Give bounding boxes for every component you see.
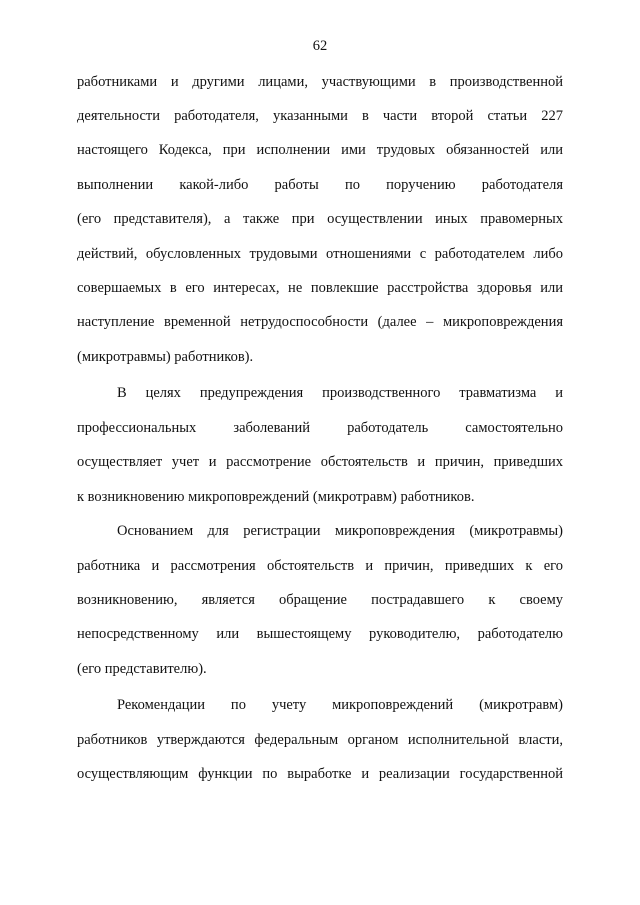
text-line: (микротравмы) работников). [77,349,254,365]
text-line: настоящего Кодекса, при исполнении ими трудовых обязанностей или [77,142,563,158]
text-line: непосредственному или вышестоящему руководителю, работодателю [77,626,563,642]
text-line: наступление временной нетрудоспособности (далее – микроповреждения [77,314,563,330]
text-line: совершаемых в его интересах, не повлекшие расстройства здоровья или [77,280,563,296]
text-line: (его представителя), а также при осуществлении иных правомерных [77,211,563,227]
text-line: действий, обусловленных трудовыми отношениями с работодателем либо [77,246,563,262]
paragraph-first-line: Рекомендации по учету микроповреждений (микротравм) [117,697,563,713]
paragraph-first-line: Основанием для регистрации микроповреждения (микротравмы) [117,523,563,539]
page-number: 62 [312,38,328,54]
text-line: работника и рассмотрения обстоятельств и причин, приведших к его [77,558,563,574]
text-line: работниками и другими лицами, участвующими в производственной [77,74,563,90]
text-line: деятельности работодателя, указанными в части второй статьи 227 [77,108,563,124]
text-line: выполнении какой-либо работы по поручению работодателя [77,177,563,193]
text-line: возникновению, является обращение пострадавшего к своему [77,592,563,608]
text-line: к возникновению микроповреждений (микротравм) работников. [77,489,475,505]
text-line: осуществляющим функции по выработке и реализации государственной [77,766,563,782]
text-line: работников утверждаются федеральным органом исполнительной власти, [77,732,563,748]
text-line: профессиональных заболеваний работодатель самостоятельно [77,420,563,436]
paragraph-first-line: В целях предупреждения производственного травматизма и [117,385,563,401]
text-line: (его представителю). [77,661,207,677]
text-line: осуществляет учет и рассмотрение обстоятельств и причин, приведших [77,454,563,470]
